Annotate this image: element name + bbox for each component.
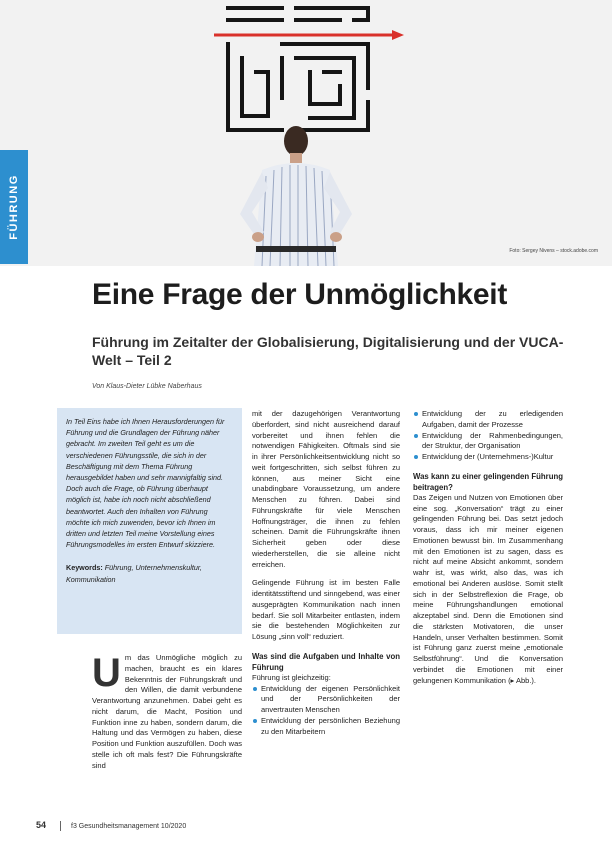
maze-wall-illustration: [0, 0, 612, 266]
section-heading: Was sind die Aufgaben und Inhalte von Führung: [252, 651, 400, 672]
body-paragraph: Das Zeigen und Nutzen von Emotionen über eine sog. „Konversation“ trägt zu einer gelingenden Führung bei. Das setzt jedoch voraus, dass ich mir meiner eigenen Emotionen bewusst bin. Im Zusammenhang mit den Emotionen ist zu sagen, dass es nicht auf meine Absicht ankommt, sondern wahr ist, was wirkt, also das, was ich emotional bei Anderen auslöse. Somit stellt sich in der Selbstreflexion die Frage, ob meine Führungshandlungen emotional akzeptabel sind. Denn die Emotionen sind die stärksten Motivatoren, die unser Handeln, unser Verhalten bestimmen. Somit ist Führung ganz zuerst meine „emotionale Selbstführung“. Und die Konversation verbindet die Emotionen mit einer gelungenen Kommunikation (▸ Abb.).: [413, 492, 563, 685]
author-line: Von Klaus-Dieter Lübke Naberhaus: [92, 383, 202, 390]
list-item: Entwicklung der (Unternehmens-)Kultur: [413, 452, 563, 463]
bullet-list: [413, 409, 563, 463]
article-subtitle: Führung im Zeitalter der Globalisierung, Digitalisierung und der VUCA-Welt – Teil 2: [92, 334, 564, 368]
article-title: Eine Frage der Unmöglichkeit: [92, 278, 508, 311]
column-2: [252, 409, 400, 745]
body-paragraph: mit der dazugehörigen Verantwortung überfordert, sind nicht ausreichend darauf vorbereitet und ihnen fehlen die notwendigen Fähigkeiten. Oftmals sind sie in ihrer Persönlichkeitsentwicklung nicht so weit fortgeschritten, sich selbst führen zu können, aus meiner Sicht eine unabdingbare Voraussetzung, um andere Menschen zu führen. Dabei sind Führungskräfte für viele Menschen Hoffnungsträger, die ihnen zu fehlen scheinen. Damit die Führungskräfte ihnen Sicherheit geben oder diese wiederherstellen, die sie alleine nicht erreichen.: [252, 409, 400, 569]
section-heading: Was kann zu einer gelingenden Führung beitragen?: [413, 471, 563, 492]
drop-cap: U: [92, 651, 121, 695]
intro-text: In Teil Eins habe ich Ihnen Herausforderungen für Führung und die Grundlagen der Führung näher gebracht. Im zweiten Teil geht es um die verschiedenen Führungsstile, die sich in der Beschäftigung mit dem Thema Führung herausgebildet haben und sehr mannigfaltig sind. Doch auch die Frage, ob Führung überhaupt möglich ist, habe ich noch nicht abschließend beantwortet. Auch den Inhalten von Führung möchte ich mich zuwenden, bevor ich Ihnen im dritten und letzten Teil meine Vorstellung eines Führungsmodelles im ersten Entwurf skizziere.: [66, 417, 225, 550]
section-tab: [0, 150, 28, 264]
intro-box: [57, 408, 242, 634]
keywords-line: [66, 562, 233, 584]
image-credit: Foto: Sergey Nivens – stock.adobe.com: [509, 248, 598, 254]
keywords-value: Führung, Unternehmenskultur, Kommunikation: [66, 563, 202, 584]
body-paragraph: [92, 653, 242, 771]
keywords-label: Keywords:: [66, 563, 103, 573]
hero-image: [0, 0, 612, 266]
list-item: Entwicklung der persönlichen Beziehung zu den Mitarbeitern: [252, 716, 400, 738]
list-item: Entwicklung der eigenen Persönlichkeit und der Persönlichkeiten der anvertrauten Menschen: [252, 684, 400, 716]
bullet-list: [252, 684, 400, 738]
column-3: [413, 409, 563, 694]
page-number: 54: [36, 820, 47, 830]
list-item: Entwicklung der Rahmenbedingungen, der Struktur, der Organisation: [413, 431, 563, 453]
body-paragraph: Führung ist gleichzeitig:: [252, 672, 331, 682]
section-tab-label: FÜHRUNG: [8, 174, 20, 240]
list-item: Entwicklung der zu erledigenden Aufgaben, damit der Prozesse: [413, 409, 563, 431]
page-footer: [36, 820, 186, 831]
column-1: [92, 653, 242, 779]
journal-name: f3 Gesundheitsmanagement 10/2020: [71, 823, 187, 830]
footer-divider: [60, 821, 61, 831]
body-paragraph: Gelingende Führung ist im besten Falle identitätsstiftend und sinngebend, was einer ausgeprägten Kommunikation nach innen bedarf. Sie soll Mitarbeiter entlasten, indem sie die bestehenden Möglichkeiten zur Lösung „sinn voll“ reduziert.: [252, 578, 400, 641]
column-1-text: m das Unmögliche möglich zu machen, braucht es ein klares Bekenntnis der Führungskraft und den Willen, die damit verbundene Verantwortung anzunehmen. Dabei geht es nicht darum, die Macht, Position und Funktion inne zu haben, sondern darum, die Haltung und das Vermögen zu haben, diese Position und Funktion auszufüllen. Doch was stelle ich oft mals fest? Die Führungskräfte sind: [92, 653, 242, 770]
